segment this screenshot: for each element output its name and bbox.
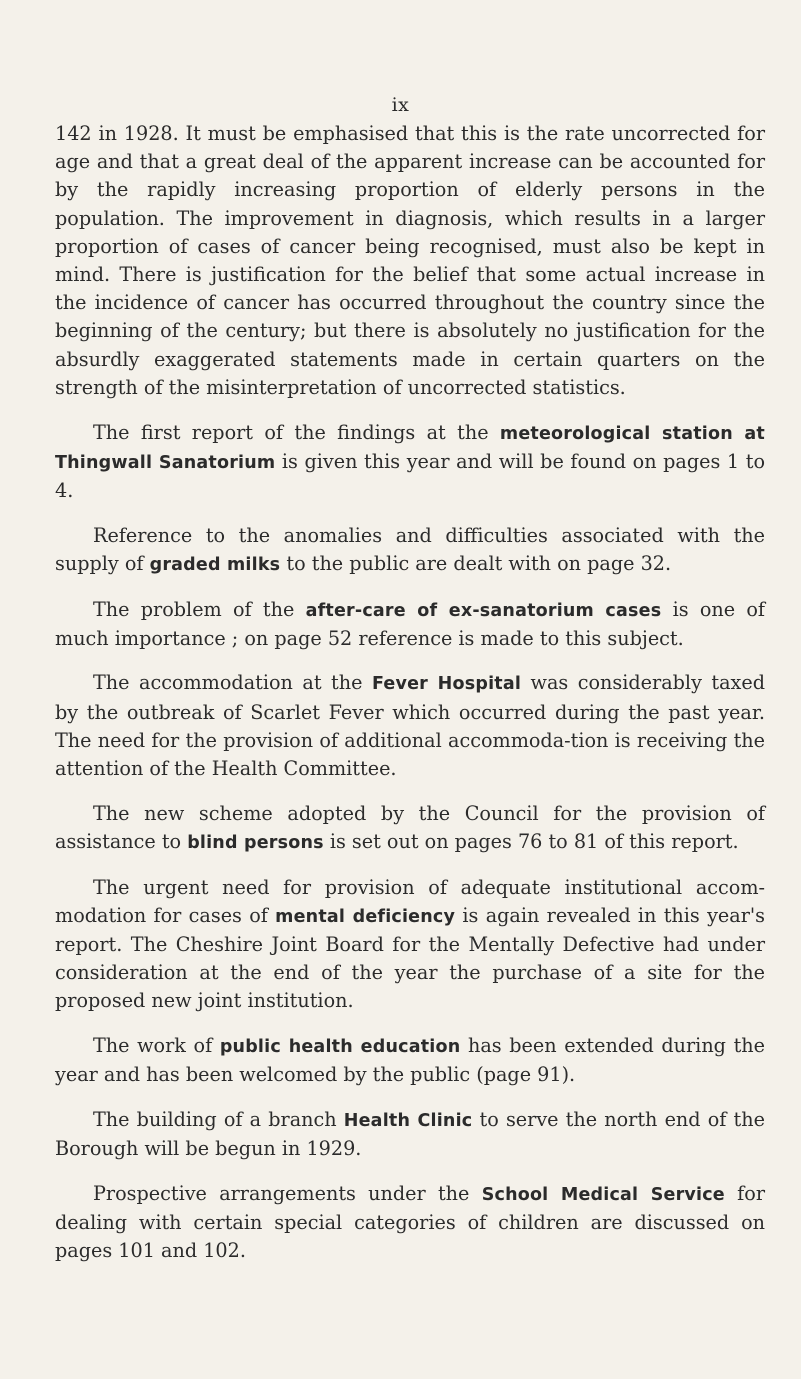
highlighted-term: after-care of ex-sanatorium cases [305,600,662,621]
paragraph-text: The urgent need for provision of adequate institutional accom-modation for cases of [55,875,765,927]
paragraph-text: The new scheme adopted by the Council for the provision of assistance to [55,801,765,853]
paragraph [55,1106,765,1163]
highlighted-term: School Medical Service [481,1185,725,1205]
paragraph-text: Reference to the anomalies and difficulties associated with the supply of [55,523,765,575]
paragraph-text: is given this year and will be found on pages 1 to 4. [55,449,765,502]
paragraph [55,522,765,579]
highlighted-term: graded milks [149,554,281,575]
paragraph [55,120,765,402]
page-number: ix [391,94,410,116]
paragraph-text: The accommodation at the [93,671,372,695]
highlighted-term: meteorological station at Thingwall Sanatorium [55,423,765,473]
paragraph-text: to the public are dealt with on page 32. [280,551,672,575]
highlighted-term: public health education [219,1037,461,1058]
paragraph-text: The first report of the findings at the [93,420,500,444]
paragraph [55,800,765,857]
paragraph-text: was considerably taxed by the outbreak of Scarlet Fever which occurred during the past year. The need for the provision of additional accommoda-tion is receiving the attention of the Health Committee. [55,671,766,781]
paragraph-text: to serve the north end of the Borough will be begun in 1929. [55,1108,765,1161]
highlighted-term: blind persons [187,832,324,853]
paragraph-text: is again revealed in this year's report. The Cheshire Joint Board for the Mentally Defective had under consideration at the end of the year the purchase of a site for the proposed new joint institution. [55,903,765,1013]
body-text [55,120,765,1282]
highlighted-term: Fever Hospital [371,674,522,695]
paragraph [55,596,765,653]
paragraph-text: Prospective arrangements under the [93,1182,482,1205]
paragraph-text: The building of a branch [93,1108,344,1132]
paragraph-text: 142 in 1928. It must be emphasised that this is the rate uncorrected for age and that a great deal of the apparent increase can be accounted for by the rapidly increasing proportion of elderly persons in the population. The improvement in diagnosis, which results in a larger proportion of cases of cancer being recognised, must also be kept in mind. There is justification for the belief that some actual increase in the incidence of cancer has occurred throughout the country since the beginning of the century; but there is absolutely no justification for the absurdly exaggerated statements made in certain quarters on the strength of the misinterpretation of uncorrected statistics. [55,122,765,399]
highlighted-term: Health Clinic [343,1111,473,1132]
paragraph-text: The problem of the [93,597,306,621]
paragraph [55,419,765,506]
highlighted-term: mental deficiency [275,906,456,927]
paragraph-text: is set out on pages 76 to 81 of this report. [323,829,739,853]
paragraph [55,669,765,783]
paragraph-text: The work of [93,1034,220,1058]
paragraph-text: has been extended during the year and has been welcomed by the public (page 91). [55,1034,765,1087]
paragraph-text: is one of much importance ; on page 52 reference is made to this subject. [55,597,765,650]
paragraph [55,1180,765,1266]
paragraph [55,874,765,1016]
paragraph [55,1032,765,1089]
paragraph-text: for dealing with certain special categories of children are discussed on pages 101 and 102. [55,1182,765,1263]
